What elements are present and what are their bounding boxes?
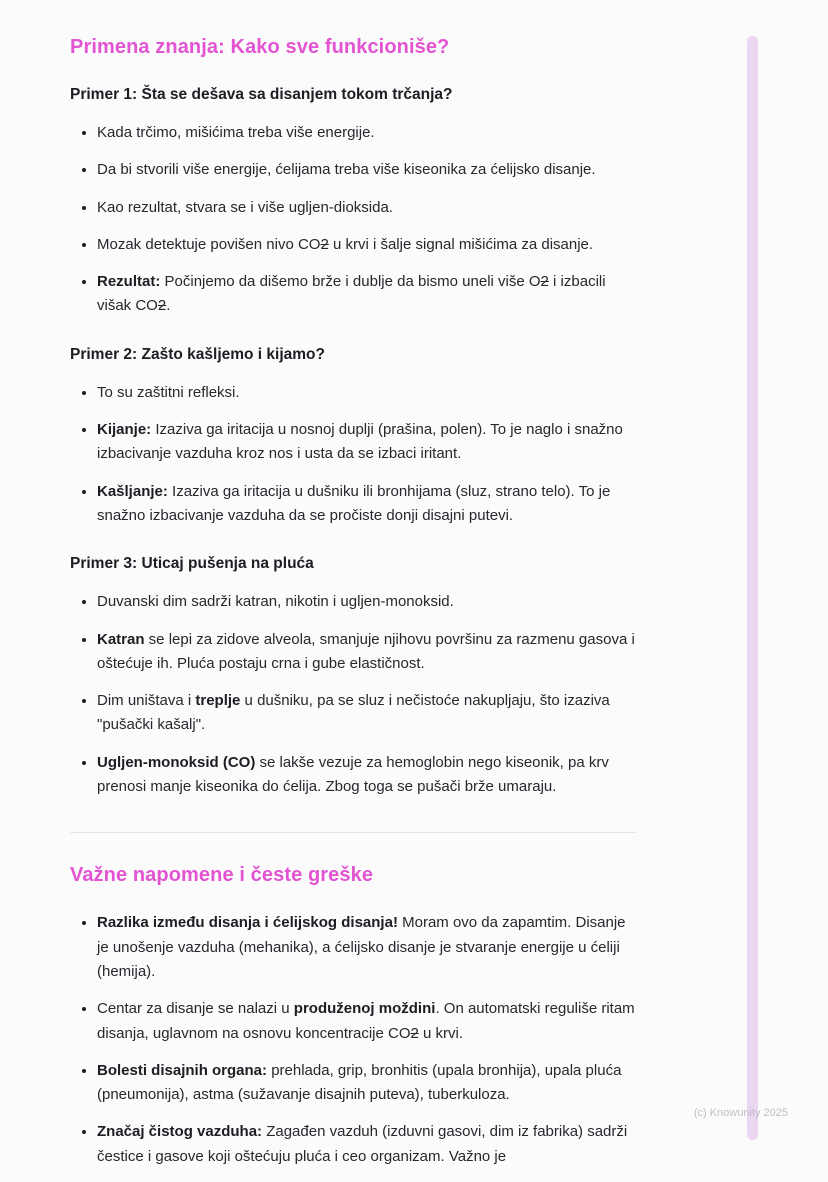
block-heading: Primer 1: Šta se dešava sa disanjem tokom trčanja? — [70, 86, 453, 103]
section-title: Primena znanja: Kako sve funkcioniše? — [70, 36, 450, 58]
bullet-item: • Duvanski dim sadrži katran, nikotin i ugljen-monoksid. — [97, 590, 636, 614]
bullet-item: • Katran se lepi za zidove alveola, smanjuje njihovu površinu za razmenu gasova i oštećuje ih. Pluća postaju crna i gube elastičnost. — [97, 628, 636, 677]
bullet-item: • Razlika između disanja i ćelijskog disanja! Moram ovo da zapamtim. Disanje je unošenje vazduha (mehanika), a ćelijsko disanje je stvaranje energije u ćeliji (hemija). — [97, 911, 636, 984]
bullet-item: • Rezultat: Počinjemo da dišemo brže i dublje da bismo uneli više O2 i izbacili višak CO2. — [97, 270, 636, 319]
bullet-list — [70, 381, 636, 528]
subscript-number: 2 — [157, 297, 167, 315]
block-heading: Primer 2: Zašto kašljemo i kijamo? — [70, 345, 325, 363]
bullet-list — [70, 590, 636, 799]
bullet-item: • Ugljen-monoksid (CO) se lakše vezuje za hemoglobin nego kiseonik, pa krv prenosi manje kiseonika do ćelija. Zbog toga se pušači brže umaraju. — [97, 751, 636, 800]
bullet-item: • Dim uništava i treplje u dušniku, pa se sluz i nečistoće nakupljaju, što izaziva "pušački kašalj". — [97, 689, 636, 738]
bullet-item: • Mozak detektuje povišen nivo CO2 u krvi i šalje signal mišićima za disanje. — [97, 233, 636, 257]
bullet-item: • Kašljanje: Izaziva ga iritacija u dušniku ili bronhijama (sluz, strano telo). To je snažno izbacivanje vazduha da se pročiste donji disajni putevi. — [97, 480, 636, 529]
bullet-item: • To su zaštitni refleksi. — [97, 381, 636, 405]
bullet-list — [70, 121, 636, 319]
subscript-number: 2 — [540, 273, 549, 291]
bullet-item: • Da bi stvorili više energije, ćelijama treba više kiseonika za ćelijsko disanje. — [97, 158, 636, 182]
bullet-item: • Kijanje: Izaziva ga iritacija u nosnoj duplji (prašina, polen). To je naglo i snažno izbacivanje vazduha kroz nos i usta da se izbaci iritant. — [97, 418, 636, 467]
document-content — [70, 36, 636, 1182]
bullet-item: • Kada trčimo, mišićima treba više energije. — [97, 121, 636, 145]
bullet-item: • Bolesti disajnih organa: prehlada, grip, bronhitis (upala bronhija), upala pluća (pneumonija), astma (sužavanje disajnih puteva), tuberkuloza. — [97, 1059, 636, 1108]
bullet-list — [70, 911, 636, 1169]
subscript-number: 2 — [410, 1024, 419, 1042]
section-title: Važne napomene i česte greške — [70, 864, 374, 887]
bullet-item: • Značaj čistog vazduha: Zagađen vazduh (izduvni gasovi, dim iz fabrika) sadrži čestice i gasove koji oštećuju pluća i ceo organizam. Važno je — [97, 1120, 636, 1169]
section-divider — [70, 832, 636, 833]
bullet-item: • Kao rezultat, stvara se i više ugljen-dioksida. — [97, 196, 636, 220]
subscript-number: 2 — [320, 235, 329, 253]
right-highlight-bar — [747, 36, 758, 1140]
block-heading: Primer 3: Uticaj pušenja na pluća — [70, 555, 314, 573]
bullet-item: • Centar za disanje se nalazi u produženoj moždini. On automatski reguliše ritam disanja, uglavnom na osnovu koncentracije CO2 u krvi. — [97, 997, 636, 1046]
watermark: (c) Knowunity 2025 — [693, 1107, 788, 1119]
